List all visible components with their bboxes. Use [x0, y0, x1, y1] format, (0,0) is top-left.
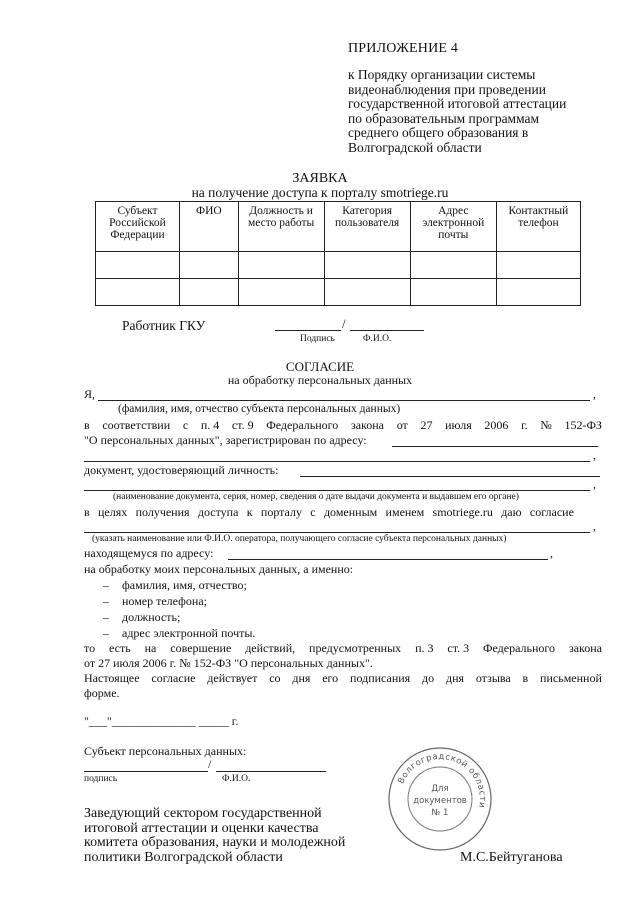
- caption-operator: (указать наименование или Ф.И.О. оператора, получающего согласие субъекта персональных данных): [92, 534, 507, 544]
- address-field-line[interactable]: [392, 446, 598, 447]
- word: smotriege.ru: [432, 505, 493, 519]
- table-row: [96, 252, 581, 279]
- table-cell[interactable]: [179, 252, 238, 279]
- word: с: [310, 505, 316, 519]
- comma: ,: [593, 387, 596, 401]
- bullet: –: [103, 626, 109, 640]
- word: Федерального: [266, 418, 339, 432]
- consent-title: СОГЛАСИЕ: [285, 359, 355, 374]
- actions-line-2: от 27 июля 2006 г. № 152-ФЗ "О персональных данных".: [84, 656, 373, 670]
- word: именем: [385, 505, 425, 519]
- worker-signature-line[interactable]: [275, 330, 341, 331]
- word: ст. 9: [231, 418, 254, 432]
- request-title: ЗАЯВКА: [292, 171, 348, 186]
- table-cell[interactable]: [324, 279, 410, 306]
- word: письменной: [540, 671, 602, 685]
- table-cell[interactable]: [496, 252, 580, 279]
- column-header: Должность и место работы: [238, 202, 324, 252]
- subject-slash: /: [208, 757, 212, 771]
- located-label: находящемуся по адресу:: [84, 546, 214, 560]
- document-label: документ, удостоверяющий личность:: [84, 463, 279, 477]
- list-item: [103, 578, 247, 593]
- list-item-text: адрес электронной почты.: [122, 626, 256, 640]
- word: закона: [568, 641, 602, 655]
- operator-field-line[interactable]: [84, 532, 590, 533]
- comma: ,: [593, 448, 596, 462]
- document-field-line[interactable]: [300, 476, 600, 477]
- table-cell[interactable]: [238, 279, 324, 306]
- list-item-text: должность;: [122, 610, 181, 624]
- word: с: [182, 418, 189, 432]
- word: г.: [521, 418, 528, 432]
- worker-caption-signature: Подпись: [300, 334, 335, 344]
- subject-caption-name: Ф.И.О.: [222, 774, 251, 784]
- list-item-text: фамилия, имя, отчество;: [122, 578, 247, 592]
- table-row: [96, 279, 581, 306]
- validity-line: [84, 671, 602, 686]
- word: до: [422, 671, 435, 685]
- word: предусмотренных: [309, 641, 402, 655]
- subject-label: Субъект персональных данных:: [84, 744, 247, 758]
- purpose-line: [84, 505, 574, 520]
- word: со: [269, 671, 281, 685]
- word: Настоящее: [84, 671, 140, 685]
- table-cell[interactable]: [96, 252, 180, 279]
- appendix-line: государственной итоговой аттестации: [348, 96, 567, 111]
- signatory-position: [84, 807, 345, 865]
- word: 27: [420, 418, 433, 432]
- word: закона: [350, 418, 385, 432]
- subject-signature-line[interactable]: [84, 771, 208, 772]
- signatory-line: комитета образования, науки и молодежной: [84, 835, 346, 850]
- word: то: [84, 641, 96, 655]
- validity-line-2: форме.: [84, 686, 120, 700]
- appendix-line: к Порядку организации системы: [348, 67, 536, 82]
- stamp: [386, 745, 494, 853]
- column-header: ФИО: [179, 202, 238, 252]
- word: действий,: [245, 641, 296, 655]
- word: получения: [135, 505, 190, 519]
- list-item-text: номер телефона;: [122, 594, 208, 608]
- table-cell[interactable]: [410, 252, 496, 279]
- signatory-line: итоговой аттестации и оценки качества: [84, 820, 319, 836]
- comma: ,: [593, 477, 596, 491]
- word: согласие: [151, 671, 196, 685]
- signatory-line: Заведующий сектором государственной: [84, 806, 322, 821]
- stamp-line: документов: [413, 796, 467, 806]
- table-cell[interactable]: [96, 279, 180, 306]
- consent-i-label: Я,: [84, 387, 96, 401]
- word: даю: [501, 505, 522, 519]
- caption-fio: (фамилия, имя, отчество субъекта персональных данных): [118, 403, 401, 415]
- word: п. 3: [415, 641, 434, 655]
- appendix-reference: [348, 68, 618, 155]
- processing-intro: на обработку моих персональных данных, а именно:: [84, 562, 354, 576]
- table-cell[interactable]: [238, 252, 324, 279]
- word: доменным: [323, 505, 378, 519]
- word: подписания: [350, 671, 411, 685]
- stamp-line: № 1: [431, 808, 449, 818]
- word: 152-ФЗ: [564, 418, 602, 432]
- word: от: [396, 418, 408, 432]
- word: №: [540, 418, 552, 432]
- list-item: [103, 594, 207, 609]
- word: есть: [109, 641, 131, 655]
- word: Федерального: [483, 641, 556, 655]
- request-subtitle: на получение доступа к порталу smotriege.ru: [191, 185, 449, 200]
- subject-caption-signature: подпись: [84, 774, 118, 784]
- appendix-line: среднего общего образования в: [348, 125, 529, 140]
- caption-document: (наименование документа, серия, номер, сведения о дате выдачи документа и выдавшем его органе): [113, 492, 519, 502]
- word: июля: [445, 418, 472, 432]
- column-header: Категория пользователя: [324, 202, 410, 252]
- word: доступа: [197, 505, 239, 519]
- list-item: [103, 626, 255, 641]
- appendix-line: Волгоградской области: [348, 139, 482, 155]
- bullet: –: [103, 578, 109, 592]
- list-item: [103, 610, 180, 625]
- word: ст. 3: [447, 641, 470, 655]
- table-cell[interactable]: [410, 279, 496, 306]
- word: совершение: [170, 641, 232, 655]
- date-field[interactable]: "___"______________ _____ г.: [84, 714, 239, 728]
- word: на: [144, 641, 157, 655]
- worker-name-line[interactable]: [350, 330, 424, 331]
- word: дня: [292, 671, 311, 685]
- worker-slash: /: [342, 316, 346, 331]
- word: порталу: [260, 505, 302, 519]
- operator-address-line[interactable]: [228, 559, 548, 560]
- word: согласие: [529, 505, 574, 519]
- worker-label: Работник ГКУ: [122, 318, 206, 333]
- table-cell[interactable]: [179, 279, 238, 306]
- word: отзыва: [475, 671, 511, 685]
- bullet: –: [103, 594, 109, 608]
- word: в: [522, 671, 529, 685]
- comma: ,: [593, 519, 596, 533]
- word: действует: [207, 671, 258, 685]
- word: в: [84, 418, 90, 432]
- column-header: Субъект Российской Федерации: [96, 202, 180, 252]
- accordance-line: [84, 418, 602, 433]
- table-header-row: [96, 202, 581, 252]
- worker-caption-name: Ф.И.О.: [363, 334, 392, 344]
- fio-field-line[interactable]: [98, 400, 590, 401]
- actions-line: [84, 641, 602, 656]
- stamp-ring-text: Волгоградской области: [396, 751, 488, 809]
- appendix-title: ПРИЛОЖЕНИЕ 4: [348, 41, 459, 56]
- column-header: Адрес электронной почты: [410, 202, 496, 252]
- document-field-line-2[interactable]: [84, 490, 590, 491]
- subject-name-line[interactable]: [216, 771, 326, 772]
- consent-subtitle: на обработку персональных данных: [227, 373, 413, 387]
- word: целях: [97, 505, 128, 519]
- word: п. 4: [200, 418, 220, 432]
- column-header: Контактный телефон: [496, 202, 580, 252]
- address-field-line-2[interactable]: [84, 461, 590, 462]
- appendix-line: по образовательным программам: [348, 110, 540, 126]
- word: дня: [445, 671, 465, 685]
- bullet: –: [103, 610, 109, 624]
- word: к: [246, 505, 253, 519]
- stamp-line: Для: [431, 784, 449, 794]
- table-cell[interactable]: [324, 252, 410, 279]
- request-table: [95, 201, 581, 306]
- word: его: [322, 671, 339, 685]
- word: 2006: [484, 418, 509, 432]
- comma: ,: [550, 546, 553, 560]
- appendix-line: видеонаблюдения при проведении: [348, 81, 546, 97]
- registered-label: "О персональных данных", зарегистрирован по адресу:: [84, 433, 367, 447]
- word: в: [84, 505, 90, 519]
- signatory-line: политики Волгоградской области: [84, 849, 283, 865]
- table-cell[interactable]: [496, 279, 580, 306]
- word: соответствии: [102, 418, 171, 432]
- signatory-name: М.С.Бейтуганова: [460, 850, 563, 865]
